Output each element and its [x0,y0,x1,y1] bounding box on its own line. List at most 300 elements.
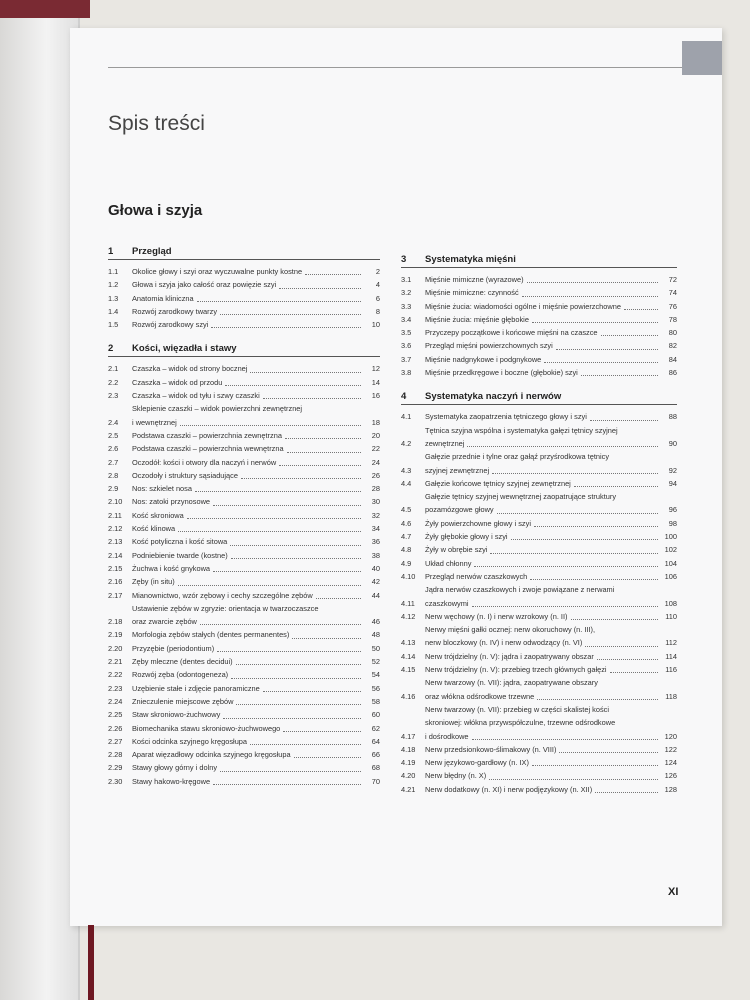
entry-page: 114 [665,651,677,661]
dot-leader [624,309,658,310]
toc-entry [401,339,677,352]
entry-title: Stawy hakowo-kręgowe [132,776,211,786]
entry-title: Nos: szkielet nosa [132,484,192,494]
entry-title: Zęby (in situ) [132,577,175,587]
entry-number: 2.22 [108,670,123,680]
section-title: Głowa i szyja [108,202,203,220]
toc-entry [108,761,380,774]
entry-text-block [132,722,364,735]
dot-leader [213,505,361,506]
entry-title: Tętnica szyjna wspólna i systematyka gałęzi tętnicy szyjnej [425,425,618,435]
entry-page: 90 [668,438,677,448]
entry-number: 2.1 [108,364,119,374]
toc-entry [401,410,677,423]
entry-title-line2: i wewnętrznej [132,417,177,427]
toc-entry [108,775,380,788]
entry-text-block [132,456,364,469]
chapter-heading [108,343,380,357]
entry-text-block [425,530,661,543]
entry-text-block [132,376,364,389]
entry-page: 56 [371,683,380,693]
entry-text-block [425,339,661,352]
entry-number: 2.30 [108,776,123,786]
dot-leader [294,757,361,758]
entry-page: 74 [668,288,677,298]
toc-entry [108,402,380,429]
entry-title: Przyzębie (periodontium) [132,643,215,653]
toc-entry [401,313,677,326]
toc-entry [401,743,677,756]
entry-page: 22 [371,444,380,454]
entry-last-line [132,615,364,628]
entry-title: Ustawienie zębów w zgryzie: orientacja w twarzoczaszce [132,603,319,613]
toc-entry [108,549,380,562]
toc-entry [401,583,677,610]
entry-text-block [425,583,661,610]
toc-entry [108,602,380,629]
entry-title: Biomechanika stawu skroniowo-żuchwowego [132,723,281,733]
entry-page: 18 [371,417,380,427]
toc-entry [108,318,380,331]
chapter-number: 3 [401,254,407,265]
book-cover-edge [0,0,90,18]
bookmark-ribbon [88,925,94,1000]
entry-title: Nerw błędny (n. X) [425,771,487,781]
entry-title-line2: oraz włókna odśrodkowe trzewne [425,691,535,701]
entry-title: Uzębienie stałe i zdjęcie panoramiczne [132,683,260,693]
dot-leader [492,473,658,474]
entry-text-block [132,265,364,278]
entry-number: 2.23 [108,683,123,693]
entry-text-block [132,389,364,402]
entry-number: 2.20 [108,643,123,653]
entry-page: 110 [665,611,677,621]
entry-text-block [132,292,364,305]
entry-text-block [132,695,364,708]
dot-leader [213,571,361,572]
entry-title: Kości odcinka szyjnego kręgosłupa [132,736,248,746]
entry-title-line2: pozamózgowe głowy [425,505,494,515]
entry-text-block [425,610,661,623]
chapter-title: Systematyka mięśni [425,254,516,265]
entry-number: 2.27 [108,736,123,746]
entry-title: Mięśnie mimiczne (wyrazowe) [425,275,524,284]
entry-number: 4.15 [401,665,416,675]
entry-page: 80 [668,328,677,338]
entry-number: 4.1 [401,412,412,422]
dot-leader [197,301,361,302]
toc-entry [401,490,677,517]
entry-number: 4.5 [401,505,412,515]
entry-title: Sklepienie czaszki – widok powierzchni zewnętrznej [132,404,303,414]
entry-title: Okolice głowy i szyi oraz wyczuwalne punkty kostne [132,267,303,276]
entry-page: 88 [668,412,677,422]
entry-number: 4.20 [401,771,416,781]
entry-page: 86 [668,368,677,378]
entry-text-block [132,589,364,602]
chapter-title: Przegląd [132,246,172,257]
toc-entry [108,695,380,708]
entry-number: 2.9 [108,484,119,494]
entry-number: 4.2 [401,438,412,448]
toc-entry [108,482,380,495]
entry-title: Rozwój zęba (odontogeneza) [132,670,229,680]
entry-text-block [132,775,364,788]
entry-title: Oczodoły i struktury sąsiadujące [132,470,238,480]
entry-number: 2.11 [108,510,122,520]
entry-text-block [132,628,364,641]
entry-title: Podstawa czaszki – powierzchnia zewnętrzna [132,430,282,440]
toc-entry [401,769,677,782]
dot-leader [250,372,361,373]
entry-number: 1.3 [108,293,119,303]
entry-text-block [425,366,661,379]
dot-leader [530,579,658,580]
toc-entry [108,642,380,655]
toc-entry [108,495,380,508]
entry-text-block [425,623,661,650]
entry-title: Nerw przedsionkowo-ślimakowy (n. VIII) [425,744,557,754]
entry-number: 4.21 [401,784,416,794]
entry-number: 2.5 [108,430,119,440]
toc-entry [108,522,380,535]
entry-number: 1.2 [108,280,119,290]
entry-title: Aparat więzadłowy odcinka szyjnego kręgosłupa [132,750,291,760]
dot-leader [236,704,361,705]
dot-leader [250,744,361,745]
entry-page: 50 [371,643,380,653]
entry-text-block [132,442,364,455]
dot-leader [285,438,361,439]
entry-title: Czaszka – widok od strony bocznej [132,364,248,374]
entry-text-block [425,450,661,477]
entry-text-block [425,424,661,451]
toc-entry [401,663,677,676]
entry-title-line2: oraz zwarcie zębów [132,617,197,627]
entry-page: 20 [371,430,380,440]
entry-number: 2.12 [108,524,123,534]
entry-page: 42 [371,577,380,587]
entry-page: 46 [371,617,380,627]
entry-title-line2: szyjnej zewnętrznej [425,465,490,475]
entry-page: 12 [371,364,380,374]
entry-title: Gałęzie tętnicy szyjnej wewnętrznej zaopatrujące struktury [425,492,617,502]
dot-leader [200,624,361,625]
entry-title: Nerw trójdzielny (n. V): przebieg trzech głównych gałęzi [425,665,607,675]
entry-title: Mianownictwo, wzór zębowy i cechy szczególne zębów [132,590,313,600]
entry-text-block [425,490,661,517]
toc-entry [108,575,380,588]
entry-page: 24 [371,457,380,467]
entry-page: 122 [664,744,677,754]
entry-number: 3.4 [401,314,412,324]
dot-leader [532,322,658,323]
entry-page: 96 [668,505,677,515]
entry-text-block [132,278,364,291]
dot-leader [559,752,658,753]
chapter-gap [108,331,380,343]
entry-number: 2.6 [108,444,119,454]
chapter-number: 2 [108,343,114,355]
toc-entry [108,708,380,721]
dot-leader [497,513,658,514]
entry-number: 3.1 [401,275,412,284]
entry-title: Mięśnie żucia: wiadomości ogólne i mięśnie powierzchowne [425,301,621,311]
dot-leader [511,539,658,540]
entry-title: Nerw węchowy (n. I) i nerw wzrokowy (n. II) [425,611,568,621]
dot-leader [283,731,361,732]
entry-number: 1.5 [108,320,119,330]
entry-number: 3.2 [401,288,412,298]
entry-page: 52 [371,657,380,667]
entry-text-block [132,549,364,562]
dot-leader [217,651,361,652]
entry-title: Żyły powierzchowne głowy i szyi [425,518,531,528]
entry-page: 116 [665,665,677,675]
entry-number: 2.29 [108,763,123,773]
chapter-heading [401,391,677,405]
entry-title: Oczodół: kości i otwory dla naczyń i nerwów [132,457,277,467]
entry-last-line [425,636,661,649]
entry-number: 2.17 [108,590,123,600]
entry-title: Żyły w obrębie szyi [425,545,488,555]
toc-entry [401,450,677,477]
toc-entry [401,543,677,556]
toc-entry [401,676,677,703]
entry-last-line [425,730,661,743]
entry-last-line [425,437,661,450]
dot-leader [220,314,361,315]
entry-page: 64 [371,736,380,746]
entry-page: 118 [665,691,677,701]
entry-number: 3.8 [401,368,412,378]
dot-leader [180,425,361,426]
entry-text-block [425,517,661,530]
entry-page: 32 [371,510,380,520]
dot-leader [292,638,361,639]
dot-leader [571,619,658,620]
toc-entry [401,557,677,570]
entry-last-line [425,690,661,703]
entry-text-block [132,642,364,655]
entry-page: 98 [668,518,677,528]
chapter-number: 4 [401,391,407,403]
entry-title: Kość potyliczna i kość sitowa [132,537,228,547]
entry-title: Gałęzie końcowe tętnicy szyjnej zewnętrznej [425,478,571,488]
entry-page: 36 [371,537,380,547]
dot-leader [305,274,361,275]
entry-title: Czaszka – widok od tyłu i szwy czaszki [132,391,260,401]
entry-title: Układ chłonny [425,558,472,568]
entry-text-block [132,708,364,721]
dot-leader [585,646,658,647]
entry-page: 112 [665,638,677,648]
entry-number: 4.13 [401,638,416,648]
dot-leader [532,765,658,766]
dot-leader [474,566,658,567]
entry-page: 124 [664,758,677,768]
entry-last-line [132,416,364,429]
entry-title: Anatomia kliniczna [132,293,194,303]
dot-leader [544,362,658,363]
entry-title: Nos: zatoki przynosowe [132,497,211,507]
section-tab-marker [682,41,722,75]
dot-leader [610,672,658,673]
dot-leader [231,678,361,679]
entry-number: 2.16 [108,577,123,587]
entry-title: Przyczepy początkowe i końcowe mięśni na czaszce [425,328,598,338]
toc-column-left [108,246,380,788]
toc-entry [401,783,677,796]
entry-text-block [425,743,661,756]
dot-leader [178,585,361,586]
entry-title: Morfologia zębów stałych (dentes permanentes) [132,630,290,640]
entry-number: 2.8 [108,470,119,480]
toc-column-right [401,254,677,796]
entry-text-block [132,318,364,331]
entry-text-block [425,353,661,366]
toc-entry [401,623,677,650]
entry-number: 2.14 [108,550,123,560]
entry-title: Staw skroniowo-żuchwowy [132,710,221,720]
toc-entry [108,469,380,482]
entry-page: 84 [668,354,677,364]
entry-text-block [132,469,364,482]
dot-leader [279,288,361,289]
dot-leader [574,486,658,487]
toc-entry [108,292,380,305]
entry-title-line2: nerw bloczkowy (n. IV) i nerw odwodzący (n. VI) [425,638,583,648]
entry-text-block [132,305,364,318]
dot-leader [490,553,658,554]
dot-leader [556,349,658,350]
dot-leader [601,335,658,336]
entry-number: 4.18 [401,744,416,754]
entry-number: 2.4 [108,417,119,427]
dot-leader [287,452,361,453]
entry-text-block [425,543,661,556]
entry-text-block [425,273,661,286]
dot-leader [581,375,658,376]
toc-entry [108,628,380,641]
entry-page: 4 [375,280,380,290]
toc-entry [108,589,380,602]
entry-text-block [425,756,661,769]
entry-number: 4.8 [401,545,412,555]
toc-entry [108,655,380,668]
dot-leader [236,664,361,665]
dot-leader [213,784,361,785]
entry-number: 4.16 [401,691,416,701]
entry-page: 48 [371,630,380,640]
entry-page: 92 [668,465,677,475]
toc-entry [108,668,380,681]
entry-title: Mięśnie nadgnykowe i podgnykowe [425,354,542,364]
toc-entry [401,570,677,583]
entry-number: 4.11 [401,598,415,608]
dot-leader [279,465,361,466]
entry-last-line [425,597,661,610]
dot-leader [489,779,658,780]
chapter-heading [401,254,677,268]
entry-title: Podniebienie twarde (kostne) [132,550,228,560]
toc-entry [401,273,677,286]
entry-text-block [132,495,364,508]
entry-number: 3.5 [401,328,412,338]
entry-title: Zęby mleczne (dentes decidui) [132,657,233,667]
toc-entry [401,366,677,379]
chapter-gap [401,379,677,391]
dot-leader [220,771,361,772]
entry-text-block [132,602,364,629]
entry-text-block [132,509,364,522]
entry-text-block [425,300,661,313]
entry-title: Mięśnie przedkręgowe i boczne (głębokie) szyi [425,368,578,378]
dot-leader [241,478,361,479]
entry-title: Znieczulenie miejscowe zębów [132,696,234,706]
entry-page: 66 [371,750,380,760]
entry-text-block [425,557,661,570]
header-rule [108,67,682,68]
entry-page: 72 [668,275,677,284]
entry-text-block [132,362,364,375]
entry-title: Gałęzie przednie i tylne oraz gałąź przyśrodkowa tętnicy [425,452,610,462]
entry-number: 2.2 [108,377,119,387]
entry-number: 2.25 [108,710,123,720]
entry-number: 4.19 [401,758,416,768]
toc-entry [108,389,380,402]
entry-title: Kość skroniowa [132,510,184,520]
entry-number: 2.13 [108,537,123,547]
entry-title: Rozwój zarodkowy twarzy [132,306,218,316]
page-title: Spis treści [108,112,205,136]
entry-text-block [132,562,364,575]
entry-text-block [425,783,661,796]
entry-title: Nerw trójdzielny (n. V): jądra i zaopatrywany obszar [425,651,594,661]
entry-text-block [132,429,364,442]
entry-text-block [132,735,364,748]
dot-leader [225,385,361,386]
toc-entry [108,456,380,469]
entry-page: 38 [371,550,380,560]
entry-title: Systematyka zaopatrzenia tętniczego głowy i szyi [425,412,587,422]
entry-number: 2.18 [108,617,123,627]
toc-entry [401,756,677,769]
entry-last-line [425,464,661,477]
entry-page: 106 [664,571,677,581]
entry-page: 82 [668,341,677,351]
toc-entry [108,748,380,761]
toc-entry [108,305,380,318]
entry-page: 30 [371,497,380,507]
toc-entry [108,362,380,375]
entry-title: Nerw językowo-gardłowy (n. IX) [425,758,529,768]
entry-page: 14 [371,377,380,387]
dot-leader [527,282,658,283]
entry-number: 3.6 [401,341,412,351]
dot-leader [316,598,361,599]
toc-entry [401,300,677,313]
dot-leader [187,518,361,519]
entry-number: 4.10 [401,571,416,581]
entry-text-block [132,748,364,761]
entry-number: 2.21 [108,657,123,667]
entry-title: Żyły głębokie głowy i szyi [425,532,508,542]
entry-number: 3.7 [401,354,412,364]
entry-page: 26 [371,470,380,480]
entry-page: 78 [668,314,677,324]
toc-entry [108,562,380,575]
